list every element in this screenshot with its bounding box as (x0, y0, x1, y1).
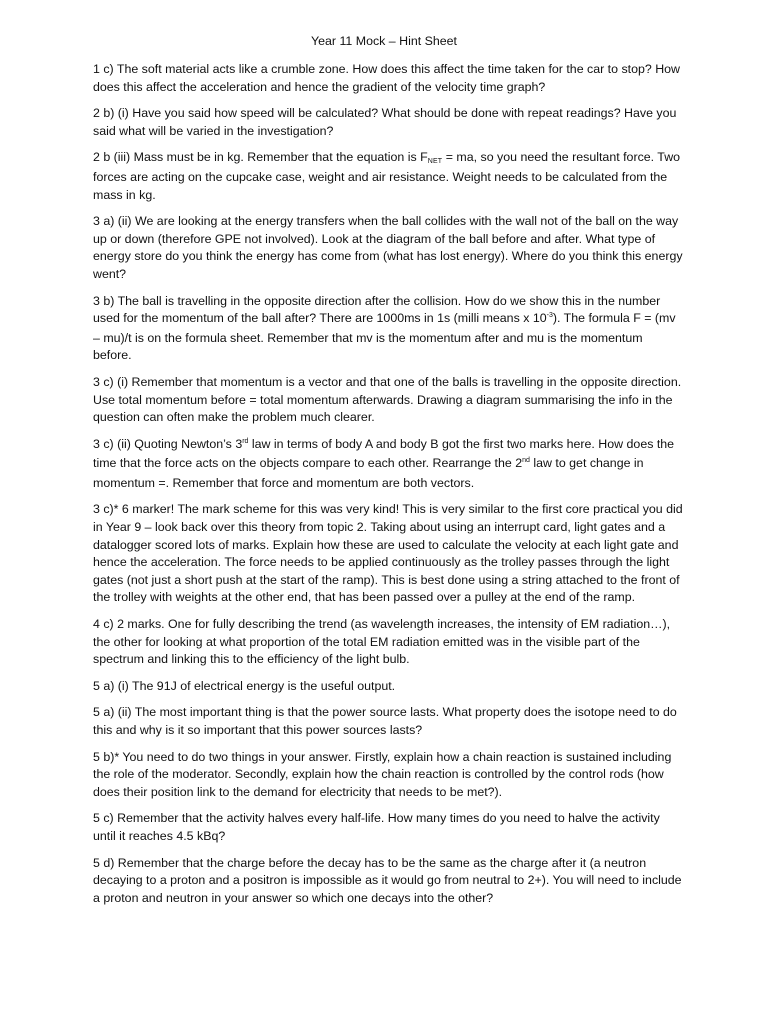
hint-list (93, 61, 683, 916)
hint-paragraph: 3 c)* 6 marker! The mark scheme for this was very kind! This is very similar to the first core practical you did in Year 9 – look back over this theory from topic 2. Taking about using an interrupt card, light gates and a datalogger scored lots of marks. Explain how these are used to calculate the velocity at each light gate and hence the acceleration. The force needs to be applied continuously as the trolley passes through the light gates (not just a short push at the start of the ramp). This is best done using a string attached to the front of the trolley with weights at the other end, that has been passed over a pulley at the end of the ramp. (93, 502, 683, 605)
subscript-text: NET (427, 158, 443, 166)
hint-paragraph: 1 c) The soft material acts like a crumble zone. How does this affect the time taken for the car to stop? How does this affect the acceleration and hence the gradient of the velocity time graph? (93, 62, 680, 94)
hint-text: law to get change in momentum =. Remember that force and momentum are both vectors. (93, 456, 644, 490)
hint-paragraph (93, 149, 683, 204)
hint-text: law in terms of body A and body B got the first two marks here. How does the time that the force acts on the objects compare to each other. Rearrange the 2 (93, 436, 675, 471)
hint-paragraph: 5 d) Remember that the charge before the decay has to be the same as the charge after it (a neutron decaying to a proton and a positron is impossible as it would go from neutral to 2+). You will need to include a proton and neutron in your answer so which one decays into the other? (93, 855, 682, 905)
hint-text: 2 b (iii) Mass must be in kg. Remember that the equation is F (93, 150, 428, 165)
hint-paragraph: 5 a) (i) The 91J of electrical energy is the useful output. (93, 678, 396, 693)
hint-paragraph (93, 436, 683, 493)
superscript-text: -3 (546, 312, 553, 320)
page-title: Year 11 Mock – Hint Sheet (310, 34, 458, 48)
hint-paragraph: 5 a) (ii) The most important thing is that the power source lasts. What property does the isotope need to do this and why is it so important that this power sources lasts? (93, 705, 677, 737)
hint-text: = ma, so you need the resultant force. Two forces are acting on the cupcake case, weight and air resistance. Weight needs to be calculated from the mass in kg. (93, 150, 681, 202)
hint-paragraph: 2 b) (i) Have you said how speed will be calculated? What should be done with repeat readings? Have you said what will be varied in the investigation? (93, 106, 677, 138)
hint-text: 3 c) (ii) Quoting Newton’s 3 (93, 436, 243, 451)
hint-paragraph: 4 c) 2 marks. One for fully describing the trend (as wavelength increases, the intensity of EM radiation…), the other for looking at what proportion of the total EM radiation emitted was in the visible part of the spectrum and linking this to the efficiency of the light bulb. (93, 617, 671, 667)
superscript-text: nd (522, 457, 530, 465)
superscript-text: rd (242, 437, 249, 445)
hint-paragraph (93, 293, 683, 365)
hint-paragraph: 5 b)* You need to do two things in your answer. Firstly, explain how a chain reaction is sustained including the role of the moderator. Secondly, explain how the chain reaction is controlled by the control rods (how does their position link to the demand for electricity that needs to be met?). (93, 749, 672, 799)
hint-paragraph: 3 c) (i) Remember that momentum is a vector and that one of the balls is travelling in the opposite direction. Use total momentum before = total momentum afterwards. Drawing a diagram summarising the info in the question can often make the problem much clearer. (93, 374, 682, 425)
hint-text: ). The formula F = (mv – mu)/t is on the formula sheet. Remember that mv is the momentum after and mu is the momentum before. (93, 311, 676, 363)
hint-paragraph: 3 a) (ii) We are looking at the energy transfers when the ball collides with the wall not of the ball on the way up or down (therefore GPE not involved). Look at the diagram of the ball before and after. What type of energy store do you think the energy has come from (what has lost energy). Where do you think this energy went? (93, 214, 683, 281)
hint-paragraph: 5 c) Remember that the activity halves every half-life. How many times do you need to halve the activity until it reaches 4.5 kBq? (93, 811, 660, 843)
hint-text: 3 b) The ball is travelling in the opposite direction after the collision. How do we show this in the number used for the momentum of the ball after? There are 1000ms in 1s (milli means x 10 (93, 293, 661, 326)
